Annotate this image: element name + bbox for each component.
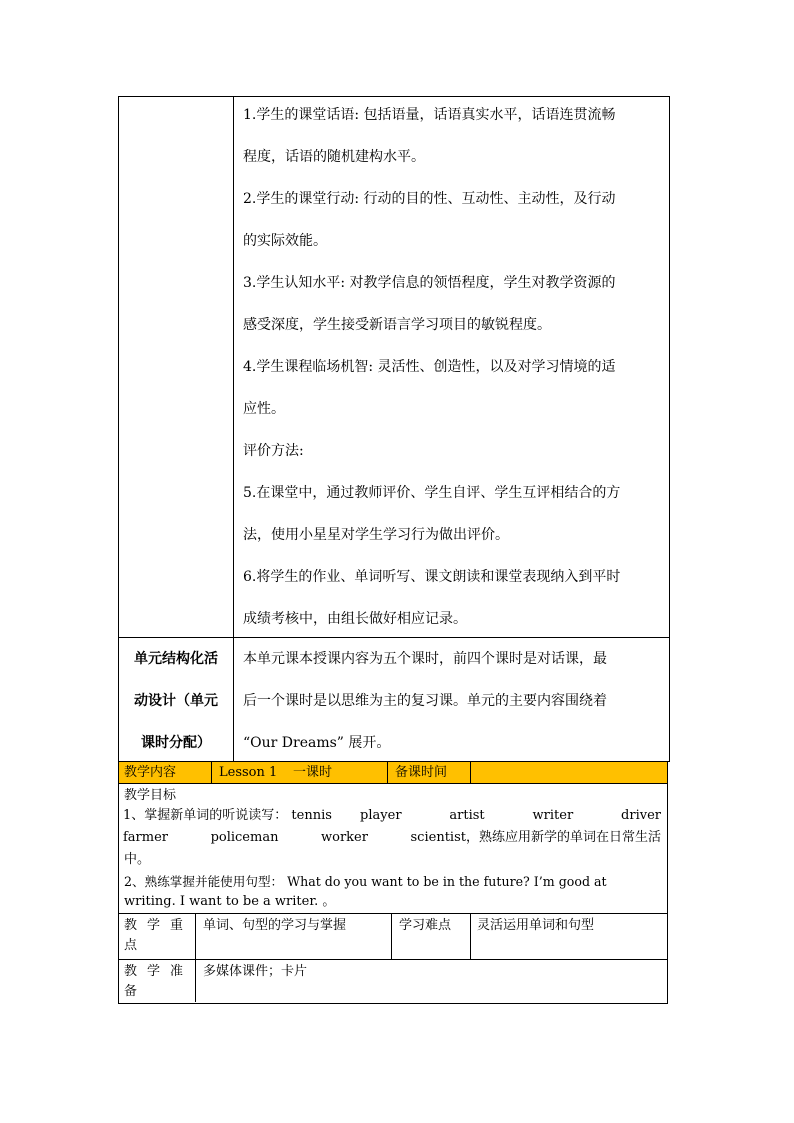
objective-vocab-line — [123, 828, 661, 848]
unit-design-label: 单元结构化活 — [134, 651, 218, 667]
unit-text-line: “Our Dreams” 展开。 — [243, 735, 391, 751]
unit-design-label: 课时分配） — [141, 735, 211, 751]
lesson-number: Lesson 1 — [219, 765, 278, 780]
criteria-line: 2.学生的课堂行动: 行动的目的性、互动性、主动性，及行动 — [243, 191, 616, 207]
vocab-word: policeman — [210, 830, 279, 845]
criteria-line: 6.将学生的作业、单词听写、课文朗读和课堂表现纳入到平时 — [243, 569, 621, 585]
criteria-line: 1.学生的课堂话语: 包括语量，话语真实水平，话语连贯流畅 — [243, 107, 616, 123]
prep-materials-label: 教学准 备 — [124, 964, 194, 999]
criteria-line: 5.在课堂中，通过教师评价、学生自评、学生互评相结合的方 — [243, 485, 621, 501]
criteria-line: 评价方法: — [243, 443, 304, 459]
unit-design-label: 动设计（单元 — [134, 693, 218, 709]
content-label: 教学内容 — [124, 765, 177, 780]
objective-line: writing. I want to be a writer. 。 — [124, 894, 336, 909]
criteria-line: 法，使用小星星对学生学习行为做出评价。 — [243, 527, 509, 543]
objective-line: 中。 — [124, 852, 151, 867]
lesson-period: 一课时 — [293, 765, 333, 780]
vocab-word: driver — [621, 808, 661, 823]
vocab-word: farmer — [123, 830, 169, 845]
criteria-line: 4.学生课程临场机智: 灵活性、创造性，以及对学习情境的适 — [243, 359, 616, 375]
criteria-line: 3.学生认知水平: 对教学信息的领悟程度，学生对教学资源的 — [243, 275, 616, 291]
objective-sentence-line: 2、熟练掌握并能使用句型： What do you want to be in the future? I’m good at — [124, 874, 607, 889]
unit-text-line: 后一个课时是以思维为主的复习课。单元的主要内容围绕着 — [243, 693, 607, 709]
assessment-table — [118, 96, 670, 762]
criteria-line: 感受深度，学生接受新语言学习项目的敏锐程度。 — [243, 317, 551, 333]
row-divider — [119, 637, 669, 638]
key-points-value: 单词、句型的学习与掌握 — [203, 918, 347, 933]
difficulty-label: 学习难点 — [399, 918, 452, 933]
difficulty-value: 灵活运用单词和句型 — [477, 918, 595, 933]
key-points-label: 教学重 点 — [124, 918, 194, 953]
lesson-header-row — [119, 762, 667, 784]
vocab-word: worker — [321, 830, 368, 845]
vocab-word: artist — [449, 808, 485, 823]
criteria-line: 的实际效能。 — [243, 233, 327, 249]
objective-vocab-line — [123, 806, 661, 826]
prep-time-label: 备课时间 — [395, 765, 448, 780]
unit-text-line: 本单元课本授课内容为五个课时，前四个课时是对话课，最 — [243, 651, 607, 667]
objectives-title: 教学目标 — [124, 788, 177, 803]
criteria-line: 成绩考核中，由组长做好相应记录。 — [243, 611, 467, 627]
criteria-line: 应性。 — [243, 401, 285, 417]
lesson-table — [118, 762, 668, 1004]
prep-materials-value: 多媒体课件；卡片 — [203, 964, 308, 979]
column-divider — [233, 97, 234, 761]
criteria-line: 程度，话语的随机建构水平。 — [243, 149, 425, 165]
vocab-word: scientist，熟练应用新学的单词在日常生活 — [410, 830, 661, 845]
vocab-word: tennis player — [291, 808, 402, 823]
objective-prefix: 1、掌握新单词的听说读写： — [123, 808, 288, 823]
vocab-word: writer — [532, 808, 574, 823]
